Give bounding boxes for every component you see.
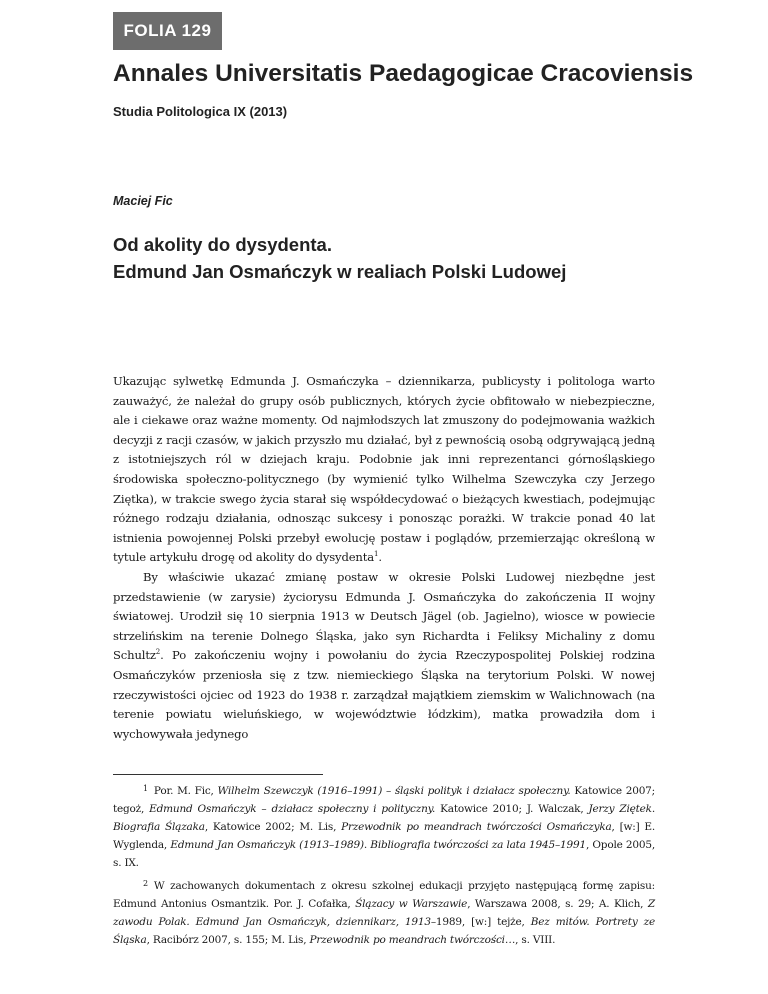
article-body xyxy=(113,372,655,744)
footnote-1-title: Edmund Jan Osmańczyk (1913–1989). Bibliografia twórczości za lata 1945–1991 xyxy=(170,839,586,851)
footnote-1-text: Por. M. Fic, xyxy=(153,785,218,797)
footnote-2-title: Ślązacy w Warszawie xyxy=(355,898,468,910)
article-title-line-1: Od akolity do dysydenta. xyxy=(113,234,332,255)
footnote-2-text: 1989, [w:] tejże, xyxy=(435,916,531,928)
footnote-1 xyxy=(113,780,655,872)
footnote-1-text: , Opole 2005, s. IX. xyxy=(113,839,655,869)
footnote-1-text: , Katowice 2002; M. Lis, xyxy=(204,821,342,833)
footnote-2-title: Z zawodu Polak. Edmund Jan Osmańczyk, dziennikarz, 1913– xyxy=(113,898,655,928)
footnote-2-text: W zachowanych dokumentach z okresu szkolnej edukacji przyjęto następującą formę zapisu: Edmund Antonius Osmantzik. Por. J. Cofałka, xyxy=(113,880,655,910)
footnote-2 xyxy=(113,875,655,949)
body-paragraph-2-text-a: By właściwie ukazać zmianę postaw w okresie Polski Ludowej niezbędne jest przedstawienie (w zarysie) życiorysu Edmunda J. Osmańczyka do zakończenia II wojny światowej. Urodził się 10 sierpnia 1913 w Deutsch Jägel (ob. Jagielno), wiosce w powiecie strzelińskim na terenie Dolnego Śląska, jako syn Richardta i Feliksy Michaliny z domu Schultz xyxy=(113,569,655,663)
series-subtitle: Studia Politologica IX (2013) xyxy=(113,104,288,119)
body-paragraph-1-text: Ukazując sylwetkę Edmunda J. Osmańczyka – dziennikarza, publicysty i politologa warto zauważyć, że należał do grupy osób publicznych, których życie obfitowało w niebezpieczne, ale i ciekawe oraz ważne momenty. Od najmłodszych lat zmuszony do podejmowania ważkich decyzji z racji czasów, w jakich przyszło mu działać, był z pewnością osobą odgrywającą jedną z istotniejszych ról w dziejach kraju. Podobnie jak inni reprezentanci górnośląskiego środowiska społeczno-politycznego (by wymienić tylko Wilhelma Szewczyka czy Jerzego Ziętka), w trakcie swego życia starał się współdecydować o bieżących kwestiach, podejmując różnego rodzaju działania, odnosząc sukcesy i ponosząc porażki. W trakcie ponad 40 lat istnienia powojennej Polski przebył ewolucję postaw i poglądów, przemierzając określoną w tytule artykułu drogę od akolity do dysydenta xyxy=(113,374,655,565)
body-paragraph-2-text-b: . Po zakończeniu wojny i powołaniu do życia Rzeczypospolitej Polskiej rodzina Osmańczyków przeniosła się z tzw. niemieckiego Śląska na terytorium Polski. W nowej rzeczywistości ojciec od 1923 do 1938 r. zarządzał majątkiem ziemskim w Walichnowach (na terenie powiatu wieluńskiego, w województwie łódzkim), matka prowadziła dom i wychowywała jedynego xyxy=(113,648,655,741)
footnote-1-title: Przewodnik po meandrach twórczości Osmańczyka xyxy=(341,821,612,833)
footnote-2-text: , Racibórz 2007, s. 155; M. Lis, xyxy=(146,934,310,946)
body-paragraph-1 xyxy=(113,372,655,568)
footnote-1-number: 1 xyxy=(143,784,148,793)
footnote-1-title: Wilhelm Szewczyk (1916–1991) – śląski polityk i działacz społeczny. xyxy=(217,785,571,797)
footnote-ref-2: 2 xyxy=(155,648,161,657)
author-name: Maciej Fic xyxy=(113,194,173,208)
article-title xyxy=(113,231,566,285)
footnote-2-text: , Warszawa 2008, s. 29; A. Klich, xyxy=(467,898,648,910)
footnote-ref-1: 1 xyxy=(374,550,379,559)
footnote-2-title: Przewodnik po meandrach twórczości… xyxy=(309,934,516,946)
footnote-2-text: , s. VIII. xyxy=(515,934,556,946)
journal-title: Annales Universitatis Paedagogicae Cracoviensis xyxy=(113,60,694,87)
folia-badge: FOLIA 129 xyxy=(113,12,222,50)
footnote-1-title: Jerzy Ziętek. Biografia Ślązaka xyxy=(113,803,655,833)
footnote-1-title: Edmund Osmańczyk – działacz społeczny i polityczny. xyxy=(149,803,436,815)
article-title-line-2: Edmund Jan Osmańczyk w realiach Polski Ludowej xyxy=(113,261,567,282)
footnote-1-text: , [w:] E. Wyglenda, xyxy=(113,821,655,851)
footnote-2-title: Bez mitów. Portrety ze Śląska xyxy=(113,916,655,946)
body-paragraph-2 xyxy=(113,568,655,744)
footnote-divider xyxy=(113,774,323,775)
footnotes xyxy=(113,780,655,952)
footnote-1-text: Katowice 2010; J. Walczak, xyxy=(435,803,589,815)
body-paragraph-1-end: . xyxy=(378,550,382,565)
footnote-1-text: Katowice 2007; tegoż, xyxy=(113,785,655,815)
footnote-2-number: 2 xyxy=(143,879,148,888)
